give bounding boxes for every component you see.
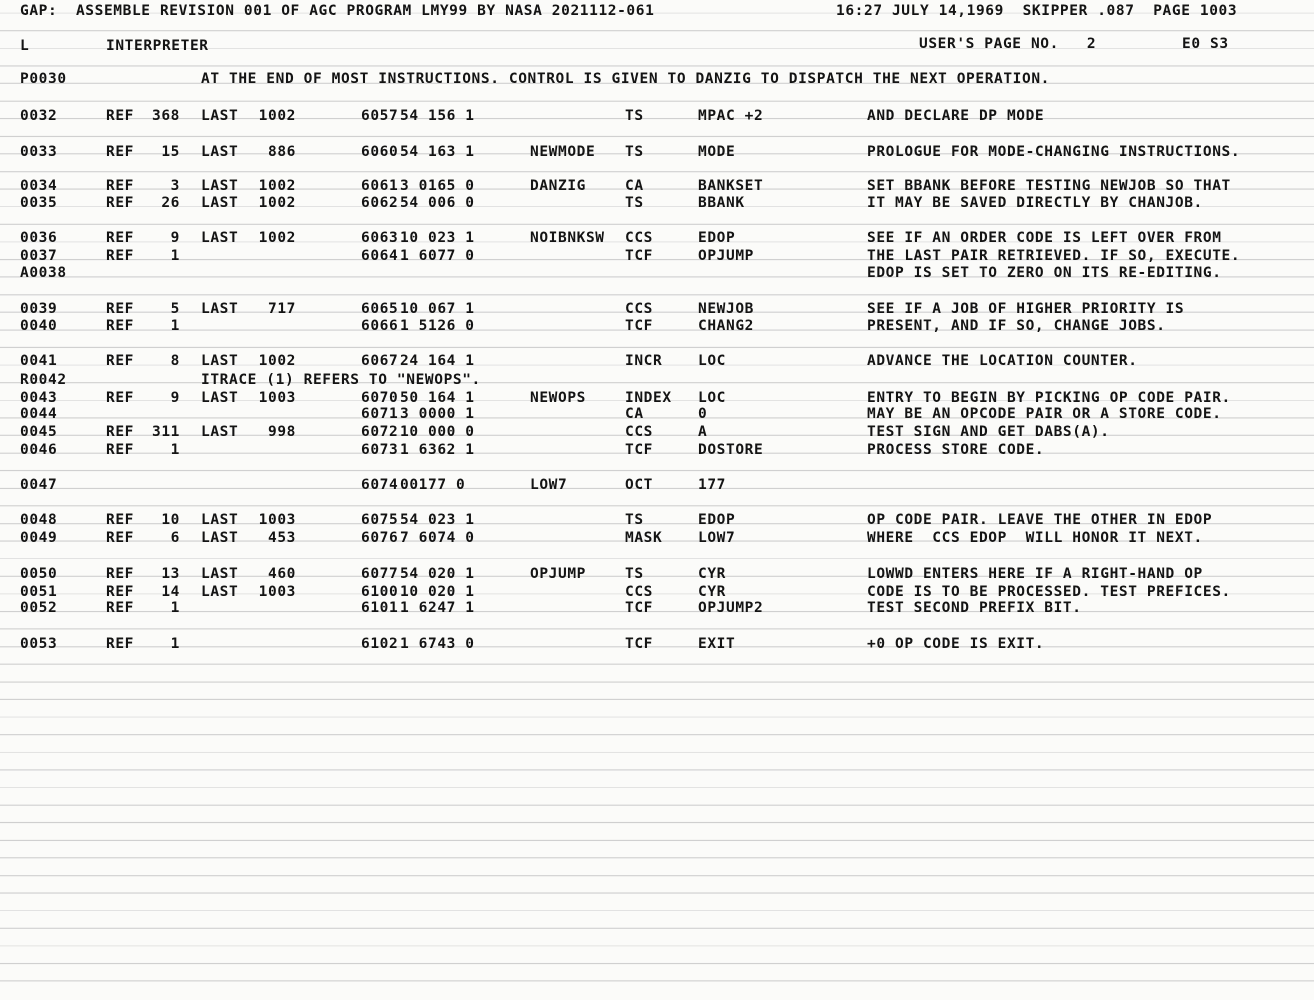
- field-lastn: 717: [268, 301, 296, 317]
- field-operand: NEWJOB: [698, 301, 754, 317]
- field-last: LAST: [201, 353, 239, 369]
- field-op: OCT: [625, 477, 653, 493]
- field-addr: 6066: [361, 318, 399, 334]
- field-comment: ENTRY TO BEGIN BY PICKING OP CODE PAIR.: [867, 390, 1231, 406]
- field-ref: REF: [106, 530, 134, 546]
- field-refn: 10: [161, 512, 180, 528]
- field-ref: REF: [106, 600, 134, 616]
- field-word: 7 6074 0: [400, 530, 475, 546]
- field-addr: 6100: [361, 584, 399, 600]
- field-comment: WHERE CCS EDOP WILL HONOR IT NEXT.: [867, 530, 1203, 546]
- field-addr: 6063: [361, 230, 399, 246]
- field-word: 50 164 1: [400, 390, 475, 406]
- field-op: TCF: [625, 442, 653, 458]
- field-comment: MAY BE AN OPCODE PAIR OR A STORE CODE.: [867, 406, 1222, 422]
- field-op: INDEX: [625, 390, 672, 406]
- field-addr: 6077: [361, 566, 399, 582]
- field-seq: 0049: [20, 530, 58, 546]
- field-ref: REF: [106, 248, 134, 264]
- field-op: TS: [625, 144, 644, 160]
- field-operand: LOC: [698, 353, 726, 369]
- field-last: LAST: [201, 512, 239, 528]
- field-comment: LOWWD ENTERS HERE IF A RIGHT-HAND OP: [867, 566, 1203, 582]
- field-ref: REF: [106, 318, 134, 334]
- field-last: LAST: [201, 301, 239, 317]
- field-op: TCF: [625, 318, 653, 334]
- field-lastn: 1002: [258, 108, 296, 124]
- field-label: OPJUMP: [530, 566, 586, 582]
- field-op: TCF: [625, 636, 653, 652]
- field-ref: REF: [106, 230, 134, 246]
- field-addr: 6076: [361, 530, 399, 546]
- field-seq: 0047: [20, 477, 58, 493]
- field-ref: REF: [106, 584, 134, 600]
- field-lastn: 1003: [258, 584, 296, 600]
- field-word: 10 023 1: [400, 230, 475, 246]
- field-comment: CODE IS TO BE PROCESSED. TEST PREFICES.: [867, 584, 1231, 600]
- field-addr: 6061: [361, 178, 399, 194]
- field-refn: 8: [170, 353, 180, 369]
- field-ref: REF: [106, 301, 134, 317]
- field-comment: OP CODE PAIR. LEAVE THE OTHER IN EDOP: [867, 512, 1213, 528]
- field-ref: REF: [106, 178, 134, 194]
- page-code: E0 S3: [1182, 36, 1229, 52]
- field-comment: +0 OP CODE IS EXIT.: [867, 636, 1045, 652]
- field-comment: ADVANCE THE LOCATION COUNTER.: [867, 353, 1138, 369]
- field-lastn: 1002: [258, 230, 296, 246]
- field-last: LAST: [201, 566, 239, 582]
- field-lastn: 998: [268, 424, 296, 440]
- field-op: TS: [625, 566, 644, 582]
- field-word: 24 164 1: [400, 353, 475, 369]
- field-operand: BBANK: [698, 195, 745, 211]
- field-word: 00177 0: [400, 477, 466, 493]
- field-seq: 0043: [20, 390, 58, 406]
- field-word: 10 067 1: [400, 301, 475, 317]
- field-addr: 6060: [361, 144, 399, 160]
- field-refn: 15: [161, 144, 180, 160]
- field-operand: DOSTORE: [698, 442, 764, 458]
- field-word: 3 0000 1: [400, 406, 475, 422]
- user-page-number: USER'S PAGE NO. 2: [919, 36, 1097, 52]
- field-addr: 6070: [361, 390, 399, 406]
- field-last: LAST: [201, 195, 239, 211]
- field-word: 1 6362 1: [400, 442, 475, 458]
- field-refn: 9: [170, 390, 180, 406]
- field-operand: EDOP: [698, 230, 736, 246]
- field-seq: 0041: [20, 353, 58, 369]
- field-operand: A: [698, 424, 708, 440]
- field-word: 1 6743 0: [400, 636, 475, 652]
- field-comment: SEE IF AN ORDER CODE IS LEFT OVER FROM: [867, 230, 1222, 246]
- field-refn: 26: [161, 195, 180, 211]
- field-lastn: 1003: [258, 390, 296, 406]
- field-operand: LOC: [698, 390, 726, 406]
- field-addr: 6101: [361, 600, 399, 616]
- field-seq: 0034: [20, 178, 58, 194]
- field-comment: PROLOGUE FOR MODE-CHANGING INSTRUCTIONS.: [867, 144, 1241, 160]
- field-seq: 0044: [20, 406, 58, 422]
- field-addr: 6102: [361, 636, 399, 652]
- field-comment: EDOP IS SET TO ZERO ON ITS RE-EDITING.: [867, 265, 1222, 281]
- field-addr: 6071: [361, 406, 399, 422]
- field-comment: PRESENT, AND IF SO, CHANGE JOBS.: [867, 318, 1166, 334]
- header-timestamp: 16:27 JULY 14,1969 SKIPPER .087 PAGE 1003: [836, 3, 1238, 19]
- field-refn: 1: [170, 318, 180, 334]
- field-comment: PROCESS STORE CODE.: [867, 442, 1045, 458]
- field-ref: REF: [106, 424, 134, 440]
- field-refn: 1: [170, 600, 180, 616]
- field-refn: 311: [152, 424, 180, 440]
- field-ref: REF: [106, 636, 134, 652]
- field-seq: 0039: [20, 301, 58, 317]
- field-op: CCS: [625, 301, 653, 317]
- field-last: LAST: [201, 584, 239, 600]
- field-operand: BANKSET: [698, 178, 764, 194]
- field-refn: 6: [170, 530, 180, 546]
- field-op: CCS: [625, 230, 653, 246]
- field-word: 54 023 1: [400, 512, 475, 528]
- field-lastn: 460: [268, 566, 296, 582]
- field-lastn: 453: [268, 530, 296, 546]
- field-operand: EXIT: [698, 636, 736, 652]
- field-ref: REF: [106, 195, 134, 211]
- field-addr: 6057: [361, 108, 399, 124]
- field-addr: 6065: [361, 301, 399, 317]
- field-comment: AND DECLARE DP MODE: [867, 108, 1045, 124]
- field-seq: 0035: [20, 195, 58, 211]
- field-op: INCR: [625, 353, 663, 369]
- field-comment: TEST SECOND PREFIX BIT.: [867, 600, 1082, 616]
- field-operand: 177: [698, 477, 726, 493]
- field-last: LAST: [201, 390, 239, 406]
- field-refn: 1: [170, 636, 180, 652]
- field-last: LAST: [201, 108, 239, 124]
- field-word: 54 163 1: [400, 144, 475, 160]
- field-operand: CYR: [698, 566, 726, 582]
- field-seq: 0053: [20, 636, 58, 652]
- field-op: TCF: [625, 248, 653, 264]
- field-label: NEWOPS: [530, 390, 586, 406]
- field-text: ITRACE (1) REFERS TO "NEWOPS".: [201, 372, 481, 388]
- field-op: TS: [625, 512, 644, 528]
- field-lastn: 1003: [258, 512, 296, 528]
- field-word: 54 006 0: [400, 195, 475, 211]
- field-refn: 14: [161, 584, 180, 600]
- field-seq: 0037: [20, 248, 58, 264]
- field-comment: TEST SIGN AND GET DABS(A).: [867, 424, 1110, 440]
- field-operand: 0: [698, 406, 708, 422]
- field-operand: EDOP: [698, 512, 736, 528]
- field-operand: MODE: [698, 144, 736, 160]
- field-lastn: 1002: [258, 195, 296, 211]
- field-comment: THE LAST PAIR RETRIEVED. IF SO, EXECUTE.: [867, 248, 1241, 264]
- field-seq: P0030: [20, 71, 67, 87]
- field-last: LAST: [201, 424, 239, 440]
- field-text: AT THE END OF MOST INSTRUCTIONS. CONTROL IS GIVEN TO DANZIG TO DISPATCH THE NEXT OPERATION.: [201, 71, 1051, 87]
- field-refn: 368: [152, 108, 180, 124]
- field-ref: REF: [106, 566, 134, 582]
- field-seq: 0046: [20, 442, 58, 458]
- field-seq: 0033: [20, 144, 58, 160]
- field-op: TS: [625, 108, 644, 124]
- field-label: NEWMODE: [530, 144, 596, 160]
- field-operand: CHANG2: [698, 318, 754, 334]
- field-word: 3 0165 0: [400, 178, 475, 194]
- field-ref: REF: [106, 144, 134, 160]
- field-operand: OPJUMP2: [698, 600, 764, 616]
- field-ref: REF: [106, 390, 134, 406]
- field-refn: 1: [170, 442, 180, 458]
- field-label: DANZIG: [530, 178, 586, 194]
- field-label: LOW7: [530, 477, 568, 493]
- field-word: 1 5126 0: [400, 318, 475, 334]
- field-operand: MPAC +2: [698, 108, 764, 124]
- field-lastn: 886: [268, 144, 296, 160]
- field-refn: 3: [170, 178, 180, 194]
- field-comment: IT MAY BE SAVED DIRECTLY BY CHANJOB.: [867, 195, 1203, 211]
- field-word: 10 020 1: [400, 584, 475, 600]
- field-addr: 6074: [361, 477, 399, 493]
- field-op: CA: [625, 406, 644, 422]
- field-op: TS: [625, 195, 644, 211]
- field-seq: 0048: [20, 512, 58, 528]
- field-last: LAST: [201, 230, 239, 246]
- field-op: CCS: [625, 424, 653, 440]
- field-last: LAST: [201, 178, 239, 194]
- field-seq: R0042: [20, 372, 67, 388]
- field-word: 1 6247 1: [400, 600, 475, 616]
- field-label: NOIBNKSW: [530, 230, 605, 246]
- field-seq: 0051: [20, 584, 58, 600]
- field-lastn: 1002: [258, 178, 296, 194]
- field-addr: 6073: [361, 442, 399, 458]
- field-lastn: 1002: [258, 353, 296, 369]
- field-seq: 0040: [20, 318, 58, 334]
- field-addr: 6075: [361, 512, 399, 528]
- field-addr: 6072: [361, 424, 399, 440]
- field-word: 54 156 1: [400, 108, 475, 124]
- field-ref: REF: [106, 442, 134, 458]
- field-op: CCS: [625, 584, 653, 600]
- field-seq: 0036: [20, 230, 58, 246]
- header-title: GAP: ASSEMBLE REVISION 001 OF AGC PROGRAM LMY99 BY NASA 2021112-061: [20, 3, 655, 19]
- field-seq: 0032: [20, 108, 58, 124]
- field-operand: CYR: [698, 584, 726, 600]
- field-ref: REF: [106, 353, 134, 369]
- field-last: LAST: [201, 530, 239, 546]
- field-operand: OPJUMP: [698, 248, 754, 264]
- field-op: CA: [625, 178, 644, 194]
- field-op: TCF: [625, 600, 653, 616]
- field-word: 54 020 1: [400, 566, 475, 582]
- field-ref: REF: [106, 108, 134, 124]
- field-seq: 0050: [20, 566, 58, 582]
- field-op: MASK: [625, 530, 663, 546]
- field-word: 10 000 0: [400, 424, 475, 440]
- field-addr: 6064: [361, 248, 399, 264]
- field-word: 1 6077 0: [400, 248, 475, 264]
- field-refn: 5: [170, 301, 180, 317]
- field-operand: LOW7: [698, 530, 736, 546]
- field-comment: SET BBANK BEFORE TESTING NEWJOB SO THAT: [867, 178, 1231, 194]
- field-refn: 1: [170, 248, 180, 264]
- field-seq: 0052: [20, 600, 58, 616]
- field-comment: SEE IF A JOB OF HIGHER PRIORITY IS: [867, 301, 1185, 317]
- field-ref: REF: [106, 512, 134, 528]
- field-addr: 6067: [361, 353, 399, 369]
- section-name: INTERPRETER: [106, 38, 209, 54]
- field-refn: 13: [161, 566, 180, 582]
- section-code: L: [20, 38, 30, 54]
- field-seq: A0038: [20, 265, 67, 281]
- field-seq: 0045: [20, 424, 58, 440]
- field-refn: 9: [170, 230, 180, 246]
- field-last: LAST: [201, 144, 239, 160]
- field-addr: 6062: [361, 195, 399, 211]
